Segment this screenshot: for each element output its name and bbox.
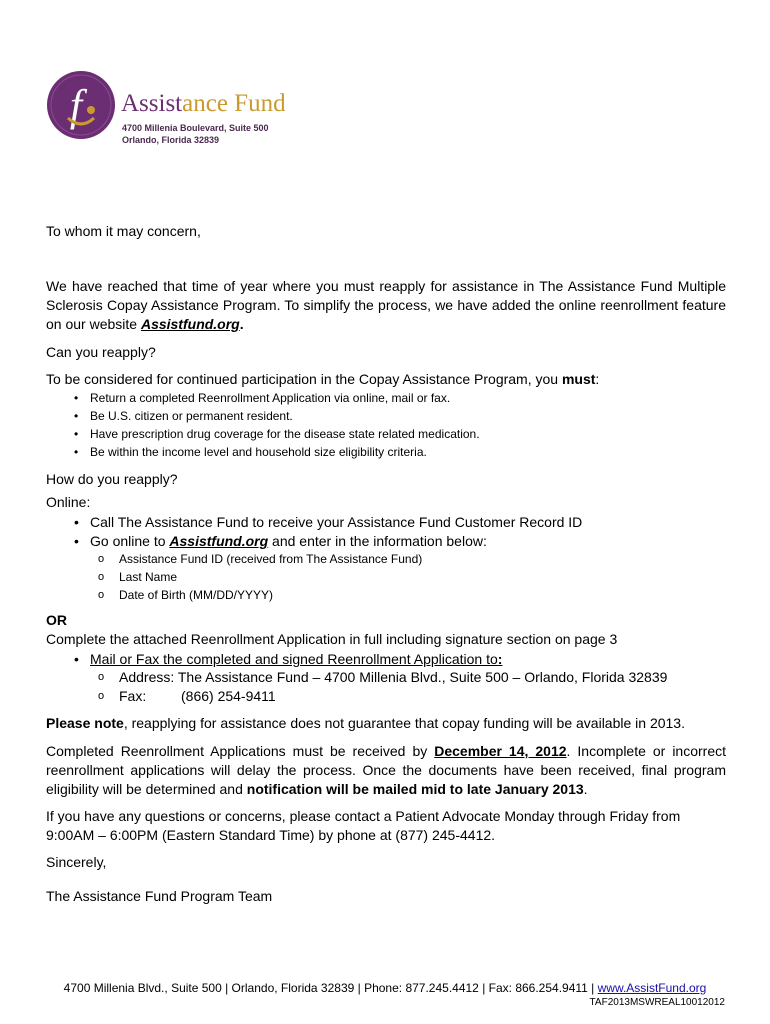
logo-mark [46,70,116,140]
signature: The Assistance Fund Program Team [46,888,273,904]
online-step: • Go online to Assistfund.org and enter in the information below: [46,532,726,551]
criteria-item: • Return a completed Reenrollment Application via online, mail or fax. [46,389,726,407]
paper-option-text: Complete the attached Reenrollment Application in full including signature section on page 3 [46,631,618,647]
mail-item: • Mail or Fax the completed and signed Reenrollment Application to: [46,650,726,669]
online-field: o Last Name [46,568,726,586]
criteria-item: • Be within the income level and household size eligibility criteria. [46,443,726,461]
online-step: • Call The Assistance Fund to receive your Assistance Fund Customer Record ID [46,513,726,532]
or-label: OR [46,612,67,628]
criteria-item: • Have prescription drug coverage for the disease state related medication. [46,425,726,443]
note-paragraph: Please note, reapplying for assistance does not guarantee that copay funding will be available in 2013. [46,715,685,731]
intro-paragraph: We have reached that time of year where you must reapply for assistance in The Assistance Fund Multiple Sclerosis Copay Assistance Program. To simplify the process, we have added the online reenrollment feature on our website Assistfund.org. [46,278,726,332]
assistfund-link[interactable]: Assistfund.org [140,316,240,332]
logo-monogram: f [69,81,83,130]
mail-details [46,668,736,706]
mail-instructions [46,650,726,669]
deadline-paragraph: Completed Reenrollment Applications must be received by December 14, 2012. Incomplete or incorrect reenrollment applications will delay the process. Once the documents have been received, final program eligibility will be determined and notification will be mailed mid to late January 2013. [46,743,727,797]
footer-website-link[interactable]: www.AssistFund.org [597,981,707,995]
document-code: TAF2013MSWREAL10012012 [589,997,725,1008]
online-steps [46,513,726,551]
salutation: To whom it may concern, [46,223,201,239]
online-label: Online: [46,494,91,510]
online-fields [46,550,726,604]
question-can-you-reapply: Can you reapply? [46,344,156,360]
online-field: o Date of Birth (MM/DD/YYYY) [46,586,726,604]
logo-address-line1: 4700 Millenia Boulevard, Suite 500 [122,123,269,133]
criteria-item: • Be U.S. citizen or permanent resident. [46,407,726,425]
mail-address: o Address: The Assistance Fund – 4700 Millenia Blvd., Suite 500 – Orlando, Florida 32839 [46,668,736,687]
closing: Sincerely, [46,854,107,870]
question-how-to-reapply: How do you reapply? [46,471,178,487]
mail-fax: o Fax: (866) 254-9411 [46,687,736,706]
logo-address-line2: Orlando, Florida 32839 [122,135,220,145]
criteria-list [46,389,726,461]
assistfund-link[interactable]: Assistfund.org [169,533,269,549]
online-field: o Assistance Fund ID (received from The Assistance Fund) [46,550,726,568]
logo [46,70,286,150]
footer: 4700 Millenia Blvd., Suite 500 | Orlando, Florida 32839 | Phone: 877.245.4412 | Fax: 866.254.9411 | www.AssistFund.org [63,981,707,995]
criteria-lead: To be considered for continued participation in the Copay Assistance Program, you must: [46,371,600,387]
logo-name: Assistance Fund [121,90,286,117]
contact-paragraph: If you have any questions or concerns, please contact a Patient Advocate Monday through Friday from 9:00AM – 6:00PM (Eastern Standard Time) by phone at (877) 245-4412. [46,808,681,843]
